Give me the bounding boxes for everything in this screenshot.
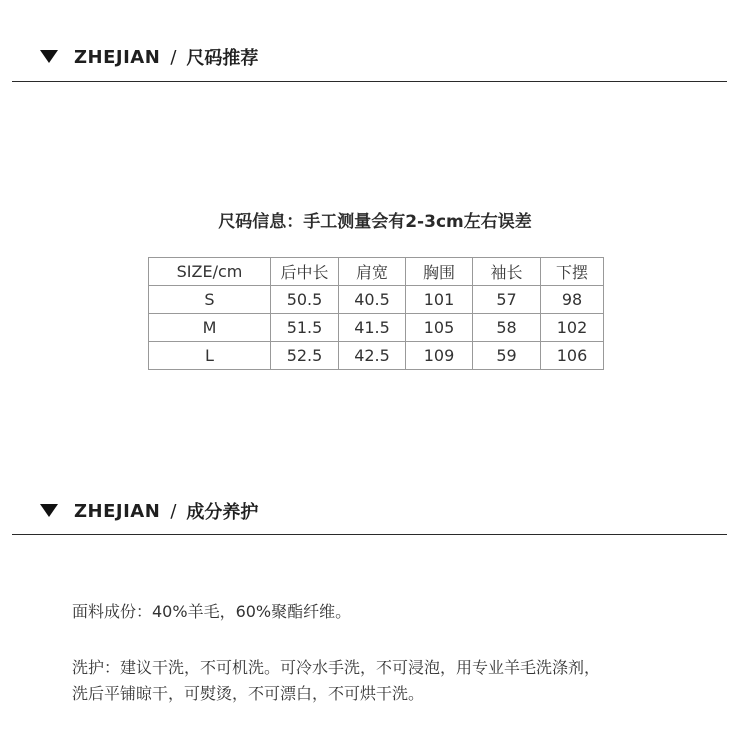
wash-text-line1: 洗护：建议干洗，不可机洗。可冷水手洗，不可浸泡，用专业羊毛洗涤剂， — [72, 658, 601, 677]
material-text: 面料成份：40%羊毛，60%聚酯纤维。 — [72, 602, 352, 621]
table-cell: 106 — [541, 342, 604, 370]
table-row — [149, 286, 604, 314]
triangle-down-icon — [40, 504, 58, 517]
table-header-cell: 胸围 — [406, 258, 473, 286]
table-cell: 57 — [473, 286, 541, 314]
table-cell: 109 — [406, 342, 473, 370]
table-header-cell: 肩宽 — [339, 258, 406, 286]
section-header-text — [74, 498, 258, 524]
table-cell: 105 — [406, 314, 473, 342]
table-header-cell: SIZE/cm — [149, 258, 271, 286]
table-cell: 59 — [473, 342, 541, 370]
section-separator: / — [170, 46, 177, 68]
section-header-size — [12, 38, 727, 82]
table-cell: S — [149, 286, 271, 314]
size-table — [148, 257, 604, 370]
table-cell: 102 — [541, 314, 604, 342]
table-header-cell: 后中长 — [271, 258, 339, 286]
table-cell: 58 — [473, 314, 541, 342]
table-cell: 42.5 — [339, 342, 406, 370]
table-cell: 52.5 — [271, 342, 339, 370]
table-cell: M — [149, 314, 271, 342]
section-separator: / — [170, 500, 177, 522]
table-row — [149, 314, 604, 342]
size-info-title: 尺码信息：手工测量会有2-3cm左右误差 — [218, 212, 532, 232]
table-cell: 41.5 — [339, 314, 406, 342]
triangle-down-icon — [40, 50, 58, 63]
table-header-row — [149, 258, 604, 286]
table-cell: L — [149, 342, 271, 370]
section-brand: ZHEJIAN — [74, 46, 161, 68]
table-cell: 101 — [406, 286, 473, 314]
table-cell: 50.5 — [271, 286, 339, 314]
table-row — [149, 342, 604, 370]
table-cell: 51.5 — [271, 314, 339, 342]
section-title: 成分养护 — [186, 502, 259, 523]
table-cell: 40.5 — [339, 286, 406, 314]
wash-text-line2: 洗后平铺晾干，可熨烫，不可漂白，不可烘干洗。 — [72, 684, 425, 703]
section-title: 尺码推荐 — [186, 48, 259, 69]
table-header-cell: 袖长 — [473, 258, 541, 286]
section-header-care — [12, 492, 727, 535]
table-cell: 98 — [541, 286, 604, 314]
table-header-cell: 下摆 — [541, 258, 604, 286]
section-header-text — [74, 44, 258, 70]
section-brand: ZHEJIAN — [74, 500, 161, 522]
